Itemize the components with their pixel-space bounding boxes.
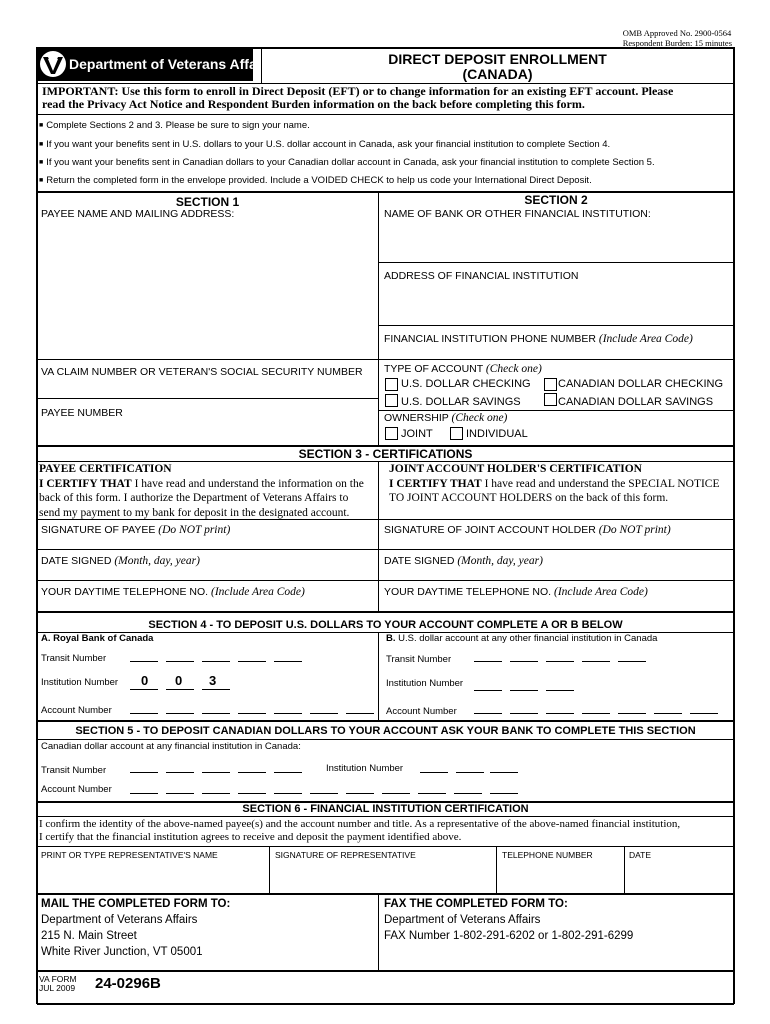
institution-digit-1: 0 — [141, 673, 149, 688]
rep-name-label: PRINT OR TYPE REPRESENTATIVE'S NAME — [41, 850, 218, 860]
bank-phone-label: FINANCIAL INSTITUTION PHONE NUMBER (Include Area Code) — [384, 333, 693, 345]
agency-name: Department of Veterans Affairs — [69, 56, 274, 72]
omb-number: OMB Approved No. 2900-0564 — [622, 28, 732, 38]
form-label-block: VA FORM JUL 2009 — [39, 974, 77, 993]
section4-title: SECTION 4 - TO DEPOSIT U.S. DOLLARS TO YOUR ACCOUNT COMPLETE A OR B BELOW — [148, 619, 623, 631]
payee-date-label: DATE SIGNED (Month, day, year) — [41, 555, 200, 567]
payee-name-field[interactable] — [40, 222, 374, 357]
section2-title: SECTION 2 — [524, 193, 588, 207]
section5-subtitle: Canadian dollar account at any financial institution in Canada: — [41, 741, 301, 752]
section1-title: SECTION 1 — [175, 195, 240, 209]
important-notice: IMPORTANT: Use this form to enroll in Direct Deposit (EFT) or to change information for an existing EFT account. Please read the Privacy Act Notice and Respondent Burden information on the back before completing this form. — [42, 84, 674, 111]
bank-name-label: NAME OF BANK OR OTHER FINANCIAL INSTITUTION: — [384, 208, 651, 220]
form-number: 24-0296B — [95, 975, 161, 992]
s5-institution-label: Institution Number — [326, 763, 404, 774]
institution-digit-3: 3 — [209, 673, 217, 688]
bank-name-field[interactable] — [382, 222, 730, 260]
other-institution-title: B. U.S. dollar account at any other financial institution in Canada — [386, 633, 658, 644]
cad-checking-checkbox[interactable] — [544, 378, 557, 391]
joint-certification: JOINT ACCOUNT HOLDER'S CERTIFICATION I CERTIFY THAT I have read and understand the SPECIAL NOTICE TO JOINT ACCOUNT HOLDERS on the back of this form. — [389, 463, 720, 504]
rep-signature-label: SIGNATURE OF REPRESENTATIVE — [275, 850, 416, 860]
a-transit-label: Transit Number — [41, 653, 107, 664]
instruction-1: ■ Complete Sections 2 and 3. Please be sure to sign your name. — [39, 120, 310, 131]
fax-to-block: FAX THE COMPLETED FORM TO: Department of Veterans Affairs FAX Number 1-802-291-6202 or 1-802-291-6299 — [384, 898, 634, 942]
b-transit-label: Transit Number — [386, 654, 452, 665]
a-account-label: Account Number — [41, 705, 112, 716]
cad-savings-checkbox[interactable] — [544, 393, 557, 406]
instruction-3: ■ If you want your benefits sent in Canadian dollars to your Canadian dollar account in Canada, ask your financial institution to complete Section 5. — [39, 157, 655, 168]
section6-statement: I confirm the identity of the above-named payee(s) and the account number and title. As a representative of the above-named financial institution, I certify that the financial institution agrees to receive and deposit the payment identified above. — [39, 818, 681, 843]
section3-title: SECTION 3 - CERTIFICATIONS — [298, 447, 473, 461]
individual-label: INDIVIDUAL — [466, 428, 528, 440]
joint-checkbox[interactable] — [385, 427, 398, 440]
rep-date-label: DATE — [629, 850, 652, 860]
bank-address-field[interactable] — [382, 284, 730, 322]
cad-checking-label: CANADIAN DOLLAR CHECKING — [558, 378, 724, 390]
va-seal-icon — [39, 50, 67, 78]
cad-savings-label: CANADIAN DOLLAR SAVINGS — [558, 396, 714, 408]
us-checking-label: U.S. DOLLAR CHECKING — [401, 378, 531, 390]
va-logo-block — [37, 47, 274, 81]
claim-number-label: VA CLAIM NUMBER OR VETERAN'S SOCIAL SECURITY NUMBER — [41, 366, 363, 378]
b-account-label: Account Number — [386, 706, 457, 717]
payee-certification: PAYEE CERTIFICATION I CERTIFY THAT I have read and understand the information on the back of this form. I authorize the Department of Veterans Affairs to send my payment to my bank for deposit in the designated account. — [39, 463, 364, 519]
institution-digit-2: 0 — [175, 673, 183, 688]
section6-title: SECTION 6 - FINANCIAL INSTITUTION CERTIFICATION — [242, 803, 529, 815]
joint-label: JOINT — [401, 428, 433, 440]
payee-name-label: PAYEE NAME AND MAILING ADDRESS: — [41, 208, 235, 220]
account-type-label: TYPE OF ACCOUNT (Check one) — [384, 363, 542, 375]
ownership-label: OWNERSHIP (Check one) — [384, 412, 508, 424]
royal-bank-title: A. Royal Bank of Canada — [41, 633, 154, 644]
s5-transit-label: Transit Number — [41, 765, 107, 776]
joint-phone-label: YOUR DAYTIME TELEPHONE NO. (Include Area Code) — [384, 586, 648, 598]
mail-to-block: MAIL THE COMPLETED FORM TO: Department of Veterans Affairs 215 N. Main Street White River Junction, VT 05001 — [41, 898, 231, 958]
section5-title: SECTION 5 - TO DEPOSIT CANADIAN DOLLARS TO YOUR ACCOUNT ASK YOUR BANK TO COMPLETE THIS SECTION — [75, 725, 696, 737]
rep-telephone-label: TELEPHONE NUMBER — [502, 850, 593, 860]
us-checking-checkbox[interactable] — [385, 378, 398, 391]
instruction-2: ■ If you want your benefits sent in U.S. dollars to your U.S. dollar account in Canada, ask your financial institution to complete Section 4. — [39, 139, 610, 150]
us-savings-label: U.S. DOLLAR SAVINGS — [401, 396, 521, 408]
individual-checkbox[interactable] — [450, 427, 463, 440]
omb-info — [623, 28, 732, 48]
respondent-burden: Respondent Burden: 15 minutes — [622, 38, 732, 48]
payee-number-label: PAYEE NUMBER — [41, 407, 123, 419]
joint-date-label: DATE SIGNED (Month, day, year) — [384, 555, 543, 567]
a-institution-label: Institution Number — [41, 677, 119, 688]
form-title: DIRECT DEPOSIT ENROLLMENT (CANADA) — [388, 51, 607, 82]
payee-signature-label: SIGNATURE OF PAYEE (Do NOT print) — [41, 524, 231, 536]
bank-address-label: ADDRESS OF FINANCIAL INSTITUTION — [384, 270, 579, 282]
s5-account-label: Account Number — [41, 784, 112, 795]
payee-phone-label: YOUR DAYTIME TELEPHONE NO. (Include Area Code) — [41, 586, 305, 598]
us-savings-checkbox[interactable] — [385, 394, 398, 407]
instruction-4: ■ Return the completed form in the envelope provided. Include a VOIDED CHECK to help us code your International Direct Deposit. — [39, 175, 592, 186]
b-institution-label: Institution Number — [386, 678, 464, 689]
joint-signature-label: SIGNATURE OF JOINT ACCOUNT HOLDER (Do NOT print) — [384, 524, 671, 536]
